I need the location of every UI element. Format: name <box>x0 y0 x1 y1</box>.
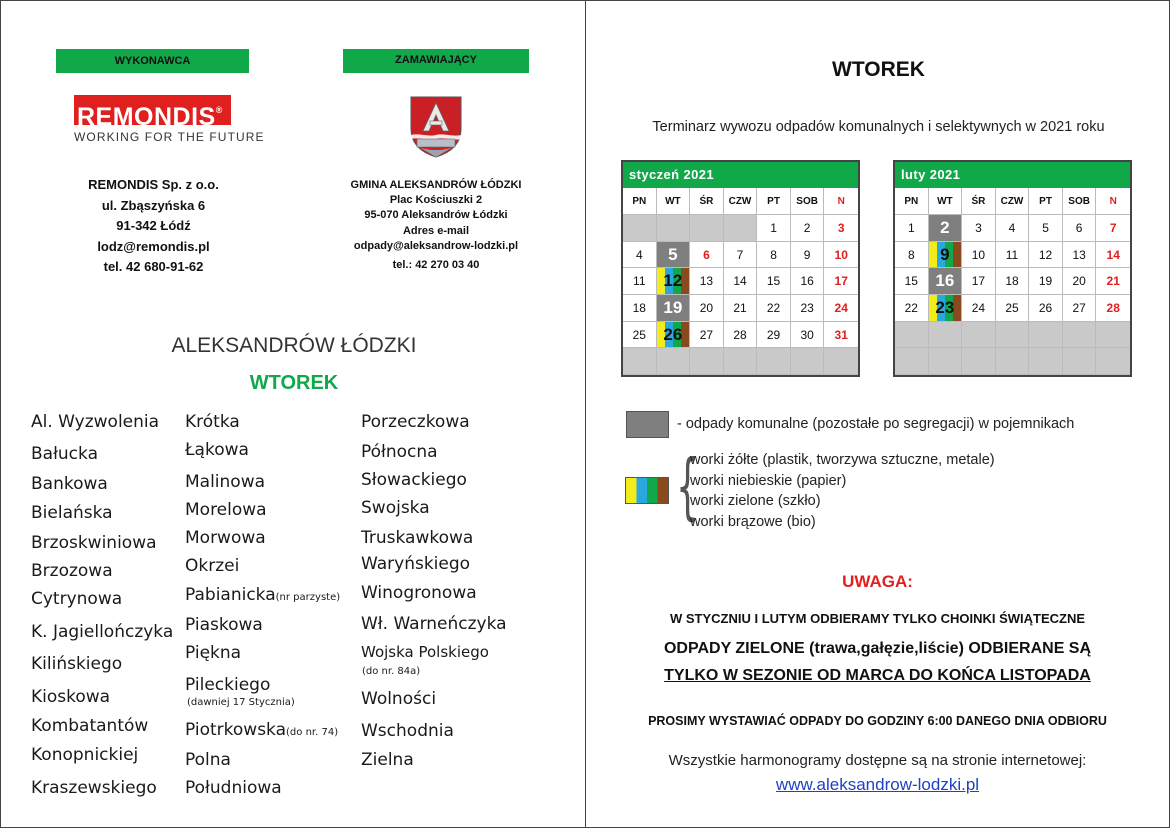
calendar-day: 15 <box>757 268 791 295</box>
street-item: Łąkowa <box>185 440 249 460</box>
calendar-day-segregacja: 23 <box>929 295 963 322</box>
calendar-day: 21 <box>724 295 758 322</box>
calendar-day: 6 <box>690 242 724 269</box>
calendar-empty-cell <box>657 348 691 375</box>
street-item: Okrzei <box>185 556 240 576</box>
street-item: K. Jagiellończyka <box>31 622 174 642</box>
calendar-day: 27 <box>690 322 724 349</box>
legend-komunalne-text: - odpady komunalne (pozostałe po segregacji) w pojemnikach <box>677 416 1075 432</box>
calendar-day: 31 <box>824 322 858 349</box>
weekday-header: PT <box>757 188 791 215</box>
calendar-day-komunalne: 16 <box>929 268 963 295</box>
calendar-day: 14 <box>1096 242 1130 269</box>
weekday-header: CZW <box>996 188 1030 215</box>
right-page <box>585 0 1170 828</box>
street-item: Swojska <box>361 498 430 518</box>
calendar-empty-cell <box>657 215 691 242</box>
calendar-empty-cell <box>996 348 1030 375</box>
calendar-day: 8 <box>757 242 791 269</box>
weekday-header: ŚR <box>962 188 996 215</box>
schedule-subtitle: Terminarz wywozu odpadów komunalnych i selektywnych w 2021 roku <box>652 119 1105 135</box>
street-item: Południowa <box>185 778 282 798</box>
street-item: Malinowa <box>185 472 266 492</box>
calendar-day: 17 <box>824 268 858 295</box>
street-item: Piaskowa <box>185 615 263 635</box>
remondis-logo: REMONDIS® WORKING FOR THE FUTURE <box>74 95 265 144</box>
calendar-day: 8 <box>895 242 929 269</box>
calendar-empty-cell <box>757 348 791 375</box>
street-item: Winogronowa <box>361 583 477 603</box>
calendar-day-segregacja: 26 <box>657 322 691 349</box>
calendar-empty-cell <box>791 348 825 375</box>
calendar-day: 26 <box>1029 295 1063 322</box>
calendar-day: 25 <box>996 295 1030 322</box>
street-item: Wojska Polskiego <box>361 643 489 661</box>
street-item: Piękna <box>185 643 242 663</box>
notice-choinki: W STYCZNIU I LUTYM ODBIERAMY TYLKO CHOINKI ŚWIĄTECZNE <box>669 611 1086 626</box>
calendar-day: 4 <box>996 215 1030 242</box>
weekday-header: SOB <box>1063 188 1097 215</box>
calendar-empty-cell <box>1029 348 1063 375</box>
calendar-day: 24 <box>824 295 858 322</box>
calendar-empty-cell <box>895 348 929 375</box>
calendar-day: 16 <box>791 268 825 295</box>
calendar-empty-cell <box>623 348 657 375</box>
street-item: Brzoskwiniowa <box>31 533 157 553</box>
weekday-header: PT <box>1029 188 1063 215</box>
website-link[interactable]: www.aleksandrow-lodzki.pl <box>775 775 980 794</box>
weekday-header: CZW <box>724 188 758 215</box>
calendar-day: 9 <box>791 242 825 269</box>
weekday-header: N <box>1096 188 1130 215</box>
calendar-day: 25 <box>623 322 657 349</box>
legend-segregation-list: worki żółte (plastik, tworzywa sztuczne, metale) worki niebieskie (papier) worki zielone (szkło) worki brązowe (bio) <box>690 452 995 530</box>
street-item: Truskawkowa <box>361 528 474 548</box>
calendar-day: 4 <box>623 242 657 269</box>
calendar-day: 12 <box>1029 242 1063 269</box>
calendar-day: 21 <box>1096 268 1130 295</box>
weekday-header: SOB <box>791 188 825 215</box>
weekday-header: ŚR <box>690 188 724 215</box>
calendar-empty-cell <box>1096 348 1130 375</box>
calendar-empty-cell <box>724 348 758 375</box>
calendar-empty-cell <box>623 215 657 242</box>
street-item: Wschodnia <box>361 721 454 741</box>
calendar-month-title: styczeń 2021 <box>623 162 858 188</box>
street-item: Pileckiego <box>185 675 271 695</box>
calendar-day-segregacja: 9 <box>929 242 963 269</box>
city-title: ALEKSANDRÓW ŁÓDZKI <box>171 334 417 357</box>
client-address: GMINA ALEKSANDRÓW ŁÓDZKI Plac Kościuszki 2 95-070 Aleksandrów Łódzki Adres e-mail odpady@aleksandrow-lodzki.pl tel.: 42 270 03 40 <box>350 179 522 272</box>
contractor-address: REMONDIS Sp. z o.o. ul. Zbąszyńska 6 91-342 Łódź lodz@remondis.pl tel. 42 680-91-62 <box>88 177 219 274</box>
street-item: Kraszewskiego <box>31 778 157 798</box>
legend-segregation-swatch <box>625 477 669 504</box>
street-item: Wł. Warneńczyka <box>361 614 507 634</box>
calendar-empty-cell <box>895 322 929 349</box>
calendar-day: 19 <box>1029 268 1063 295</box>
calendar-day: 11 <box>996 242 1030 269</box>
street-item: Kioskowa <box>31 687 111 707</box>
calendar-day: 24 <box>962 295 996 322</box>
street-item: Zielna <box>361 750 414 770</box>
street-item: Brzozowa <box>31 561 113 581</box>
calendar-grid <box>895 188 1130 375</box>
calendar-empty-cell <box>1063 348 1097 375</box>
calendar-day-komunalne: 19 <box>657 295 691 322</box>
calendar-empty-cell <box>1029 322 1063 349</box>
street-item: Słowackiego <box>361 470 467 490</box>
calendar-day: 23 <box>791 295 825 322</box>
calendar-empty-cell <box>690 215 724 242</box>
street-item: Bankowa <box>31 474 108 494</box>
calendar-empty-cell <box>1063 322 1097 349</box>
calendar-day: 29 <box>757 322 791 349</box>
coat-of-arms-icon <box>409 95 463 164</box>
street-item: Al. Wyzwolenia <box>31 412 160 432</box>
calendar-day: 18 <box>996 268 1030 295</box>
street-item: Bielańska <box>31 503 113 523</box>
calendar-day: 10 <box>824 242 858 269</box>
calendar-day: 14 <box>724 268 758 295</box>
street-item: Bałucka <box>31 444 98 464</box>
calendar-day: 7 <box>1096 215 1130 242</box>
street-item: Krótka <box>185 412 240 432</box>
weekday-header: WT <box>929 188 963 215</box>
client-tag: ZAMAWIAJĄCY <box>343 49 529 73</box>
calendar-day: 6 <box>1063 215 1097 242</box>
street-item: Kilińskiego <box>31 654 123 674</box>
weekday-header: WT <box>657 188 691 215</box>
calendar-empty-cell <box>929 348 963 375</box>
calendar-day: 1 <box>757 215 791 242</box>
calendar-day: 2 <box>791 215 825 242</box>
calendar-day: 28 <box>724 322 758 349</box>
street-item: Północna <box>361 442 438 462</box>
calendar-empty-cell <box>824 348 858 375</box>
street-item: Porzeczkowa <box>361 412 470 432</box>
street-item: Kombatantów <box>31 716 149 736</box>
day-title: WTOREK <box>249 372 339 394</box>
calendar-empty-cell <box>962 322 996 349</box>
notice-heading: UWAGA: <box>842 572 913 591</box>
weekday-header: N <box>824 188 858 215</box>
contractor-tag: WYKONAWCA <box>56 49 249 73</box>
notice-harmonogramy: Wszystkie harmonogramy dostępne są na stronie internetowej: <box>668 752 1087 769</box>
street-note: (do nr. 84a) <box>362 666 421 677</box>
calendar-day: 22 <box>895 295 929 322</box>
weekday-header: PN <box>623 188 657 215</box>
calendar-grid <box>623 188 858 375</box>
notice-prosimy: PROSIMY WYSTAWIAĆ ODPADY DO GODZINY 6:00 DANEGO DNIA ODBIORU <box>648 714 1107 728</box>
calendar-day: 13 <box>690 268 724 295</box>
calendar-day: 17 <box>962 268 996 295</box>
street-item: Wolności <box>361 689 437 709</box>
calendar-day-komunalne: 5 <box>657 242 691 269</box>
calendar-day: 20 <box>690 295 724 322</box>
calendar-day: 28 <box>1096 295 1130 322</box>
notice-zielone-2: TYLKO W SEZONIE OD MARCA DO KOŃCA LISTOPADA <box>664 667 1091 684</box>
street-item: Polna <box>185 750 231 770</box>
brace-icon: { <box>676 444 699 528</box>
calendar-day: 5 <box>1029 215 1063 242</box>
calendar-empty-cell <box>690 348 724 375</box>
calendar-empty-cell <box>929 322 963 349</box>
calendar-empty-cell <box>724 215 758 242</box>
legend-komunalne-swatch <box>626 411 669 438</box>
calendar-day: 20 <box>1063 268 1097 295</box>
notice-zielone-1: ODPADY ZIELONE (trawa,gałęzie,liście) ODBIERANE SĄ <box>663 640 1092 657</box>
street-item: Waryńskiego <box>361 554 471 574</box>
calendar-day: 13 <box>1063 242 1097 269</box>
calendar-day: 1 <box>895 215 929 242</box>
calendar-day: 27 <box>1063 295 1097 322</box>
street-item: Morelowa <box>185 500 267 520</box>
calendar-day: 15 <box>895 268 929 295</box>
street-item: Cytrynowa <box>31 589 123 609</box>
calendar-day: 10 <box>962 242 996 269</box>
weekday-header: PN <box>895 188 929 215</box>
calendar-day-komunalne: 2 <box>929 215 963 242</box>
street-item-pabianicka: Pabianicka(nr parzyste) <box>185 585 341 605</box>
calendar-empty-cell <box>996 322 1030 349</box>
calendar-day: 18 <box>623 295 657 322</box>
calendar-january <box>621 160 860 377</box>
street-item: Konopnickiej <box>31 745 139 765</box>
calendar-empty-cell <box>962 348 996 375</box>
calendar-month-title: luty 2021 <box>895 162 1130 188</box>
street-item: Morwowa <box>185 528 266 548</box>
calendar-day: 7 <box>724 242 758 269</box>
street-item-piotrkowska: Piotrkowska(do nr. 74) <box>185 720 339 740</box>
calendar-day: 3 <box>962 215 996 242</box>
calendar-day: 11 <box>623 268 657 295</box>
calendar-february <box>893 160 1132 377</box>
calendar-day: 30 <box>791 322 825 349</box>
calendar-day-segregacja: 12 <box>657 268 691 295</box>
calendar-day: 22 <box>757 295 791 322</box>
calendar-empty-cell <box>1096 322 1130 349</box>
schedule-day-title: WTOREK <box>832 58 925 81</box>
calendar-day: 3 <box>824 215 858 242</box>
street-note: (dawniej 17 Stycznia) <box>187 697 295 708</box>
